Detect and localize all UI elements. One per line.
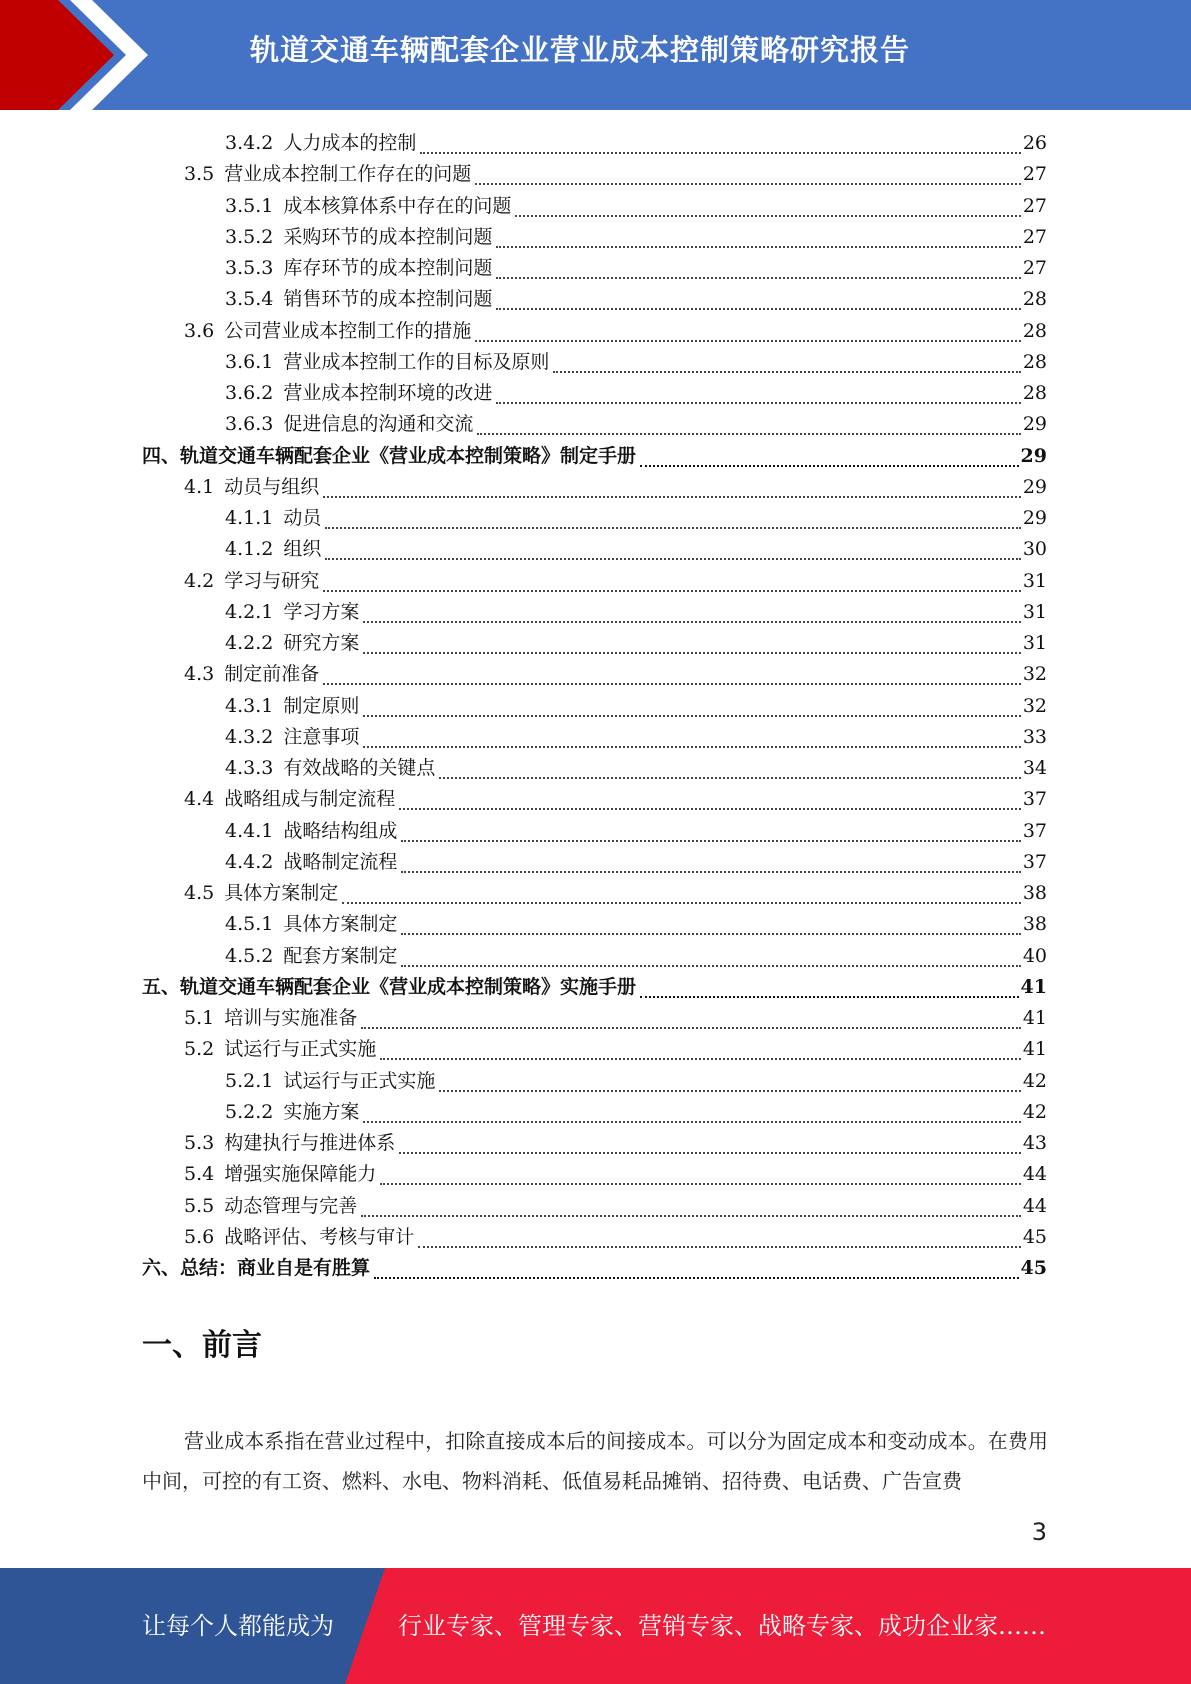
toc-entry-title: 制定原则	[283, 694, 360, 717]
toc-entry-page: 41	[1022, 1007, 1047, 1029]
toc-entry[interactable]	[184, 1191, 1047, 1222]
page-number: 3	[1031, 1518, 1047, 1546]
toc-entry-title: 学习与研究	[224, 569, 320, 592]
toc-entry-title: 培训与实施准备	[224, 1007, 358, 1029]
toc-entry[interactable]	[225, 816, 1047, 847]
toc-entry[interactable]	[225, 503, 1047, 534]
toc-leader-dots	[496, 307, 1020, 310]
toc-entry-number: 4.4	[184, 788, 215, 811]
toc-entry-title: 配套方案制定	[283, 944, 398, 967]
toc-entry-title: 战略结构组成	[283, 819, 398, 842]
toc-entry-title: 营业成本控制工作存在的问题	[224, 163, 472, 186]
toc-leader-dots	[420, 151, 1020, 154]
toc-leader-dots	[399, 807, 1021, 810]
toc-entry-page: 42	[1022, 1069, 1047, 1092]
header-banner	[0, 0, 1191, 110]
toc-entry-number: 4.2.1	[225, 600, 274, 623]
toc-leader-dots	[399, 1151, 1021, 1154]
toc-entry-number: 4.1.2	[225, 538, 274, 561]
toc-entry[interactable]	[225, 409, 1047, 440]
document-title: 轨道交通车辆配套企业营业成本控制策略研究报告	[250, 33, 911, 67]
toc-entry-number: 3.6.3	[225, 413, 274, 436]
toc-entry[interactable]	[225, 128, 1047, 159]
toc-leader-dots	[640, 995, 1019, 998]
toc-leader-dots	[418, 1245, 1021, 1248]
toc-entry-number: 4.3	[184, 663, 215, 686]
section-heading: 一、前言	[142, 1328, 262, 1363]
body-paragraph: 营业成本系指在营业过程中，扣除直接成本后的间接成本。可以分为固定成本和变动成本。在费用中间，可控的有工资、燃料、水电、物料消耗、低值易耗品摊销、招待费、电话费、广告宣费	[142, 1429, 1048, 1493]
toc-entry-number: 3.5	[184, 163, 215, 186]
toc-entry[interactable]	[225, 597, 1047, 628]
toc-entry-title: 战略评估、考核与审计	[224, 1225, 415, 1248]
toc-entry[interactable]	[225, 253, 1047, 284]
toc-entry-page: 29	[1020, 444, 1047, 467]
toc-entry-number: 4.3.2	[225, 725, 274, 748]
toc-entry-title: 人力成本的控制	[283, 132, 417, 154]
toc-entry-number: 5.2.2	[225, 1100, 274, 1123]
toc-leader-dots	[361, 1214, 1021, 1217]
toc-entry-number: 5.4	[184, 1163, 215, 1186]
toc-entry-page: 38	[1022, 913, 1047, 936]
toc-leader-dots	[475, 182, 1021, 185]
toc-entry-page: 33	[1022, 725, 1047, 748]
toc-entry[interactable]	[225, 191, 1047, 222]
toc-entry-number: 4.1	[184, 475, 215, 498]
toc-entry-page: 31	[1022, 569, 1047, 592]
toc-entry-number: 3.6.1	[225, 350, 274, 373]
toc-entry-page: 38	[1022, 882, 1047, 904]
toc-entry[interactable]	[225, 628, 1047, 659]
toc-entry-title: 组织	[283, 538, 322, 561]
toc-entry-page: 41	[1020, 975, 1047, 998]
toc-entry[interactable]	[225, 941, 1047, 972]
toc-entry[interactable]	[225, 284, 1047, 315]
toc-entry[interactable]	[225, 534, 1047, 565]
toc-entry[interactable]	[184, 1222, 1047, 1253]
toc-entry-page: 27	[1022, 194, 1047, 217]
toc-entry[interactable]	[184, 472, 1047, 503]
toc-entry-title: 营业成本控制工作的目标及原则	[283, 350, 550, 373]
toc-entry-page: 27	[1022, 257, 1047, 279]
toc-entry-title: 试运行与正式实施	[224, 1038, 377, 1061]
toc-entry-number: 5.2.1	[225, 1069, 274, 1092]
toc-entry-title: 销售环节的成本控制问题	[283, 288, 493, 311]
toc-entry-page: 29	[1022, 413, 1047, 436]
toc-entry-page: 44	[1022, 1163, 1047, 1186]
toc-leader-dots	[361, 1026, 1021, 1029]
toc-entry-page: 37	[1022, 788, 1047, 811]
toc-entry[interactable]	[225, 1066, 1047, 1097]
toc-entry[interactable]	[184, 1159, 1047, 1190]
toc-entry[interactable]	[184, 878, 1047, 909]
toc-leader-dots	[553, 370, 1020, 373]
toc-entry[interactable]	[184, 784, 1047, 815]
toc-entry-page: 28	[1022, 350, 1047, 373]
toc-entry-title: 实施方案	[283, 1100, 360, 1123]
toc-leader-dots	[325, 526, 1020, 529]
toc-entry-page: 32	[1022, 694, 1047, 717]
toc-entry-number: 5.3	[184, 1132, 215, 1154]
toc-entry-number: 4.4.1	[225, 819, 274, 842]
toc-leader-dots	[401, 870, 1020, 873]
toc-entry[interactable]	[184, 1003, 1047, 1034]
toc-entry-title: 制定前准备	[224, 663, 320, 686]
toc-entry-number: 4.5.2	[225, 944, 274, 967]
toc-entry-page: 42	[1022, 1100, 1047, 1123]
toc-entry-number: 5.1	[184, 1007, 215, 1029]
toc-entry[interactable]	[225, 347, 1047, 378]
toc-entry-number: 3.5.4	[225, 288, 274, 311]
toc-entry-title: 动态管理与完善	[224, 1194, 358, 1217]
toc-leader-dots	[380, 1182, 1021, 1185]
toc-leader-dots	[363, 1120, 1020, 1123]
toc-entry[interactable]	[225, 909, 1047, 940]
toc-entry[interactable]	[225, 722, 1047, 753]
toc-entry[interactable]	[184, 316, 1047, 347]
toc-leader-dots	[380, 1057, 1021, 1060]
toc-entry-number: 3.5.1	[225, 194, 274, 217]
toc-entry[interactable]	[225, 378, 1047, 409]
toc-leader-dots	[323, 589, 1021, 592]
toc-entry-title: 增强实施保障能力	[224, 1163, 377, 1186]
toc-entry-title: 五、轨道交通车辆配套企业《营业成本控制策略》实施手册	[142, 975, 637, 998]
toc-entry[interactable]	[142, 441, 1047, 472]
toc-leader-dots	[342, 901, 1021, 904]
toc-leader-dots	[374, 1276, 1019, 1279]
toc-entry[interactable]	[142, 972, 1047, 1003]
toc-leader-dots	[323, 495, 1021, 498]
toc-entry-page: 29	[1022, 475, 1047, 498]
toc-entry[interactable]	[225, 222, 1047, 253]
toc-leader-dots	[323, 682, 1021, 685]
toc-entry[interactable]	[184, 1034, 1047, 1065]
toc-entry-number: 3.6	[184, 319, 215, 342]
toc-entry-page: 41	[1022, 1038, 1047, 1061]
toc-entry-title: 六、总结：商业自是有胜算	[142, 1257, 371, 1279]
toc-leader-dots	[515, 214, 1020, 217]
toc-leader-dots	[401, 839, 1020, 842]
toc-entry[interactable]	[184, 566, 1047, 597]
toc-leader-dots	[439, 1089, 1020, 1092]
toc-entry-number: 4.4.2	[225, 850, 274, 873]
toc-entry-title: 具体方案制定	[224, 882, 339, 904]
toc-entry-title: 动员	[283, 507, 322, 529]
toc-entry-number: 5.6	[184, 1225, 215, 1248]
toc-entry[interactable]	[184, 1128, 1047, 1159]
footer-slogan-left: 让每个人都能成为	[142, 1612, 334, 1640]
toc-entry-number: 5.2	[184, 1038, 215, 1061]
toc-leader-dots	[363, 714, 1020, 717]
toc-leader-dots	[363, 620, 1020, 623]
toc-entry-number: 4.2	[184, 569, 215, 592]
toc-entry-page: 40	[1022, 944, 1047, 967]
toc-entry-title: 采购环节的成本控制问题	[283, 225, 493, 248]
toc-entry-page: 43	[1022, 1132, 1047, 1154]
toc-entry-title: 动员与组织	[224, 475, 320, 498]
toc-entry-number: 4.3.3	[225, 757, 274, 779]
toc-entry-title: 研究方案	[283, 632, 360, 654]
toc-leader-dots	[401, 932, 1020, 935]
toc-entry-number: 3.5.2	[225, 225, 274, 248]
toc-leader-dots	[640, 464, 1019, 467]
toc-entry-page: 28	[1022, 382, 1047, 404]
toc-entry-title: 学习方案	[283, 600, 360, 623]
toc-leader-dots	[475, 339, 1021, 342]
toc-entry-title: 试运行与正式实施	[283, 1069, 436, 1092]
toc-entry-number: 3.4.2	[225, 132, 274, 154]
toc-entry-page: 34	[1022, 757, 1047, 779]
toc-entry-page: 30	[1022, 538, 1047, 561]
toc-entry-page: 44	[1022, 1194, 1047, 1217]
toc-entry-page: 45	[1022, 1225, 1047, 1248]
toc-leader-dots	[325, 557, 1020, 560]
toc-entry-title: 战略制定流程	[283, 850, 398, 873]
toc-entry[interactable]	[184, 659, 1047, 690]
toc-entry-title: 有效战略的关键点	[283, 757, 436, 779]
toc-entry-number: 4.1.1	[225, 507, 274, 529]
toc-leader-dots	[496, 401, 1020, 404]
toc-entry-page: 28	[1022, 288, 1047, 311]
toc-entry-page: 26	[1022, 132, 1047, 154]
toc-entry-page: 28	[1022, 319, 1047, 342]
toc-entry-page: 37	[1022, 850, 1047, 873]
toc-entry-number: 4.2.2	[225, 632, 274, 654]
toc-entry[interactable]	[142, 1253, 1047, 1284]
toc-entry-number: 5.5	[184, 1194, 215, 1217]
toc-entry-title: 注意事项	[283, 725, 360, 748]
toc-leader-dots	[496, 245, 1020, 248]
toc-entry[interactable]	[225, 691, 1047, 722]
toc-entry[interactable]	[225, 753, 1047, 784]
toc-entry-number: 3.5.3	[225, 257, 274, 279]
toc-leader-dots	[401, 964, 1020, 967]
toc-leader-dots	[439, 776, 1020, 779]
toc-entry-page: 31	[1022, 600, 1047, 623]
toc-entry-title: 公司营业成本控制工作的措施	[224, 319, 472, 342]
toc-entry[interactable]	[184, 159, 1047, 190]
toc-entry-page: 29	[1022, 507, 1047, 529]
toc-entry[interactable]	[225, 1097, 1047, 1128]
toc-entry-number: 4.5.1	[225, 913, 274, 936]
toc-entry-page: 31	[1022, 632, 1047, 654]
toc-leader-dots	[477, 432, 1020, 435]
toc-entry-title: 库存环节的成本控制问题	[283, 257, 493, 279]
toc-entry-number: 4.3.1	[225, 694, 274, 717]
footer-slogan-right: 行业专家、管理专家、营销专家、战略专家、成功企业家……	[398, 1612, 1046, 1640]
toc-entry-title: 四、轨道交通车辆配套企业《营业成本控制策略》制定手册	[142, 444, 637, 467]
toc-leader-dots	[363, 745, 1020, 748]
toc-leader-dots	[496, 276, 1020, 279]
toc-entry-title: 具体方案制定	[283, 913, 398, 936]
footer-banner	[0, 1568, 1191, 1684]
toc-entry-title: 促进信息的沟通和交流	[283, 413, 474, 436]
toc-entry-page: 27	[1022, 225, 1047, 248]
toc-entry-title: 成本核算体系中存在的问题	[283, 194, 512, 217]
toc-entry-title: 战略组成与制定流程	[224, 788, 396, 811]
toc-entry-page: 37	[1022, 819, 1047, 842]
toc-entry-page: 45	[1020, 1257, 1047, 1279]
toc-entry-title: 构建执行与推进体系	[224, 1132, 396, 1154]
toc-entry-title: 营业成本控制环境的改进	[283, 382, 493, 404]
toc-leader-dots	[363, 651, 1020, 654]
toc-entry-page: 32	[1022, 663, 1047, 686]
toc-entry-number: 4.5	[184, 882, 215, 904]
toc-entry-number: 3.6.2	[225, 382, 274, 404]
toc-entry[interactable]	[225, 847, 1047, 878]
toc-entry-page: 27	[1022, 163, 1047, 186]
header-arrow-shape	[0, 0, 170, 110]
